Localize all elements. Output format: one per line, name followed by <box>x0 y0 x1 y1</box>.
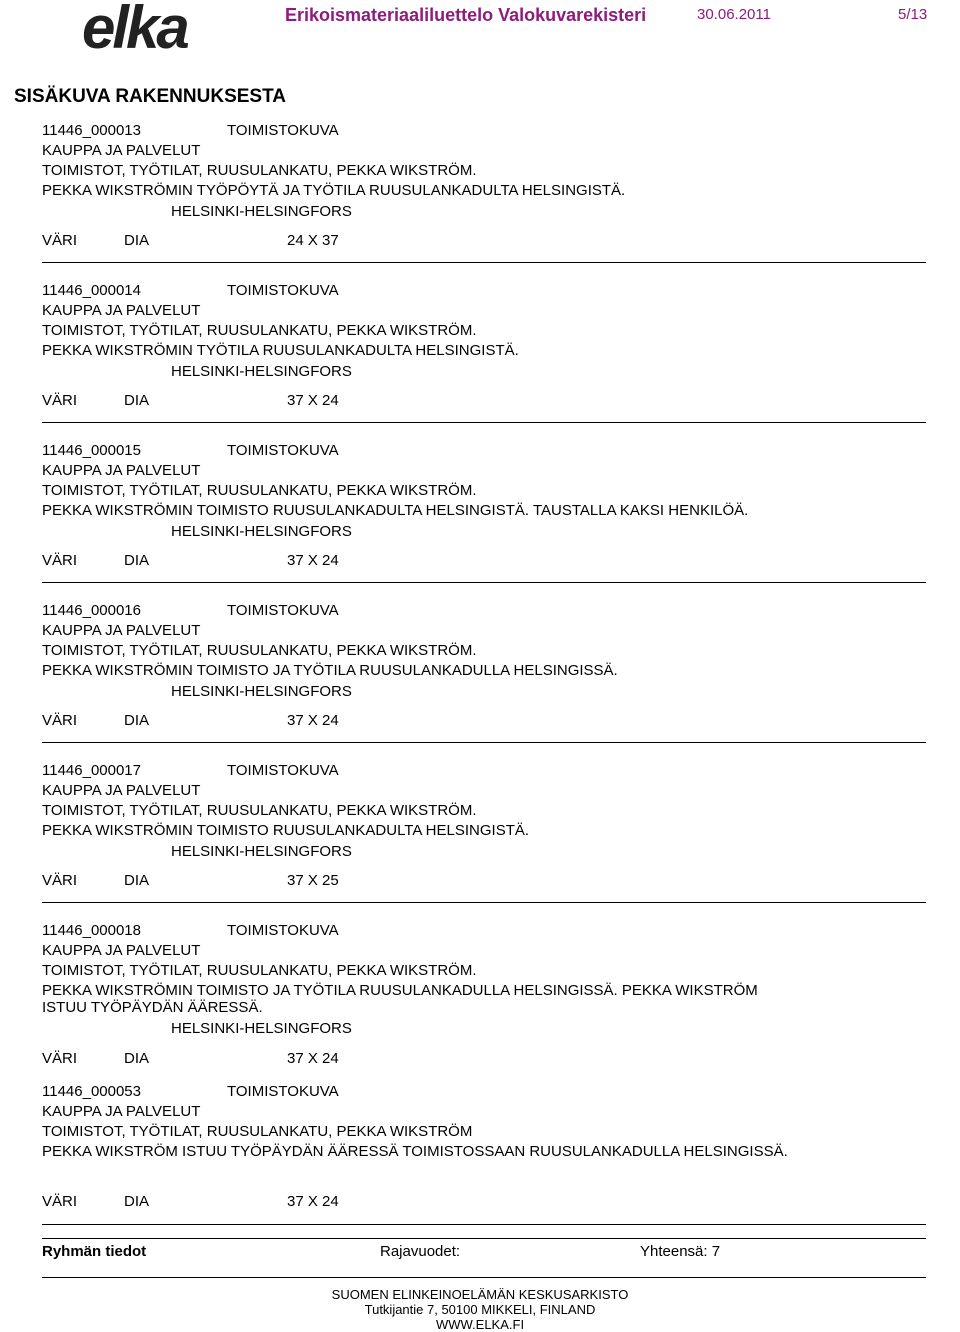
record-keywords: TOIMISTOT, TYÖTILAT, RUUSULANKATU, PEKKA WIKSTRÖM. <box>42 162 477 179</box>
record-description: PEKKA WIKSTRÖMIN TYÖPÖYTÄ JA TYÖTILA RUUSULANKADULTA HELSINGISTÄ. <box>42 182 626 199</box>
record-color: VÄRI <box>42 1050 78 1067</box>
record-id: 11446_000013 <box>42 122 141 139</box>
record-format: DIA <box>124 872 150 889</box>
record-entry <box>0 1083 960 1233</box>
record-entry <box>0 442 960 592</box>
record-type: TOIMISTOKUVA <box>227 122 339 139</box>
record-format: DIA <box>124 1050 150 1067</box>
footer-web: WWW.ELKA.FI <box>435 1317 525 1332</box>
record-keywords: TOIMISTOT, TYÖTILAT, RUUSULANKATU, PEKKA WIKSTRÖM. <box>42 642 477 659</box>
summary-top-divider <box>42 1238 926 1239</box>
page-number: 5/13 <box>898 6 928 23</box>
record-divider <box>42 1224 926 1225</box>
record-entry <box>0 762 960 912</box>
record-type: TOIMISTOKUVA <box>227 442 339 459</box>
year-limits-label: Rajavuodet: <box>380 1243 461 1260</box>
record-format: DIA <box>124 232 150 249</box>
record-id: 11446_000016 <box>42 602 141 619</box>
footer-address: Tutkijantie 7, 50100 MIKKELI, FINLAND <box>364 1302 596 1317</box>
record-description: PEKKA WIKSTRÖMIN TOIMISTO RUUSULANKADULTA HELSINGISTÄ. <box>42 822 530 839</box>
record-id: 11446_000018 <box>42 922 141 939</box>
elka-logo <box>82 2 200 54</box>
summary-bottom-divider <box>42 1277 926 1278</box>
record-place: HELSINKI-HELSINGFORS <box>171 683 352 700</box>
record-color: VÄRI <box>42 1193 78 1210</box>
record-divider <box>42 422 926 423</box>
record-size: 37 X 24 <box>287 392 339 409</box>
record-divider <box>42 902 926 903</box>
record-place: HELSINKI-HELSINGFORS <box>171 1020 352 1037</box>
record-size: 37 X 25 <box>287 872 339 889</box>
record-color: VÄRI <box>42 232 78 249</box>
record-type: TOIMISTOKUVA <box>227 282 339 299</box>
record-size: 37 X 24 <box>287 552 339 569</box>
record-format: DIA <box>124 1193 150 1210</box>
record-color: VÄRI <box>42 392 78 409</box>
record-format: DIA <box>124 712 150 729</box>
record-size: 37 X 24 <box>287 1050 339 1067</box>
record-color: VÄRI <box>42 872 78 889</box>
record-description: ISTUU TYÖPÄYDÄN ÄÄRESSÄ. <box>42 999 263 1016</box>
record-size: 24 X 37 <box>287 232 339 249</box>
record-id: 11446_000014 <box>42 282 141 299</box>
record-place: HELSINKI-HELSINGFORS <box>171 203 352 220</box>
record-color: VÄRI <box>42 552 78 569</box>
section-title: SISÄKUVA RAKENNUKSESTA <box>14 86 287 107</box>
record-id: 11446_000015 <box>42 442 141 459</box>
record-type: TOIMISTOKUVA <box>227 762 339 779</box>
record-size: 37 X 24 <box>287 1193 339 1210</box>
record-type: TOIMISTOKUVA <box>227 922 339 939</box>
document-title: Erikoismateriaaliluettelo Valokuvarekisteri <box>285 5 647 25</box>
record-category: KAUPPA JA PALVELUT <box>42 622 201 639</box>
record-category: KAUPPA JA PALVELUT <box>42 782 201 799</box>
total-count: Yhteensä: 7 <box>640 1243 721 1260</box>
record-keywords: TOIMISTOT, TYÖTILAT, RUUSULANKATU, PEKKA WIKSTRÖM. <box>42 322 477 339</box>
record-entry <box>0 602 960 752</box>
record-keywords: TOIMISTOT, TYÖTILAT, RUUSULANKATU, PEKKA WIKSTRÖM. <box>42 962 477 979</box>
record-description: PEKKA WIKSTRÖMIN TOIMISTO JA TYÖTILA RUUSULANKADULLA HELSINGISSÄ. <box>42 662 618 679</box>
record-category: KAUPPA JA PALVELUT <box>42 1103 201 1120</box>
record-entry <box>0 922 960 1072</box>
record-description: PEKKA WIKSTRÖMIN TOIMISTO RUUSULANKADULTA HELSINGISTÄ. TAUSTALLA KAKSI HENKILÖÄ. <box>42 502 749 519</box>
record-keywords: TOIMISTOT, TYÖTILAT, RUUSULANKATU, PEKKA WIKSTRÖM. <box>42 482 477 499</box>
record-keywords: TOIMISTOT, TYÖTILAT, RUUSULANKATU, PEKKA WIKSTRÖM <box>42 1123 473 1140</box>
logo-text: elka <box>82 2 187 54</box>
record-category: KAUPPA JA PALVELUT <box>42 302 201 319</box>
record-entry <box>0 122 960 272</box>
record-id: 11446_000053 <box>42 1083 141 1100</box>
record-place: HELSINKI-HELSINGFORS <box>171 523 352 540</box>
record-keywords: TOIMISTOT, TYÖTILAT, RUUSULANKATU, PEKKA WIKSTRÖM. <box>42 802 477 819</box>
record-divider <box>42 582 926 583</box>
record-id: 11446_000017 <box>42 762 141 779</box>
record-description: PEKKA WIKSTRÖM ISTUU TYÖPÄYDÄN ÄÄRESSÄ TOIMISTOSSAAN RUUSULANKADULLA HELSINGISSÄ. <box>42 1143 788 1160</box>
record-entry <box>0 282 960 432</box>
record-divider <box>42 742 926 743</box>
record-place: HELSINKI-HELSINGFORS <box>171 843 352 860</box>
record-type: TOIMISTOKUVA <box>227 602 339 619</box>
record-place: HELSINKI-HELSINGFORS <box>171 363 352 380</box>
record-format: DIA <box>124 552 150 569</box>
record-size: 37 X 24 <box>287 712 339 729</box>
record-color: VÄRI <box>42 712 78 729</box>
record-category: KAUPPA JA PALVELUT <box>42 942 201 959</box>
footer-org: SUOMEN ELINKEINOELÄMÄN KESKUSARKISTO <box>331 1287 629 1302</box>
record-description: PEKKA WIKSTRÖMIN TOIMISTO JA TYÖTILA RUUSULANKADULLA HELSINGISSÄ. PEKKA WIKSTRÖM <box>42 982 758 999</box>
record-type: TOIMISTOKUVA <box>227 1083 339 1100</box>
record-description: PEKKA WIKSTRÖMIN TYÖTILA RUUSULANKADULTA HELSINGISTÄ. <box>42 342 519 359</box>
group-info-label: Ryhmän tiedot <box>42 1243 147 1260</box>
record-divider <box>42 262 926 263</box>
document-date: 30.06.2011 <box>697 6 771 23</box>
record-format: DIA <box>124 392 150 409</box>
record-category: KAUPPA JA PALVELUT <box>42 462 201 479</box>
record-category: KAUPPA JA PALVELUT <box>42 142 201 159</box>
